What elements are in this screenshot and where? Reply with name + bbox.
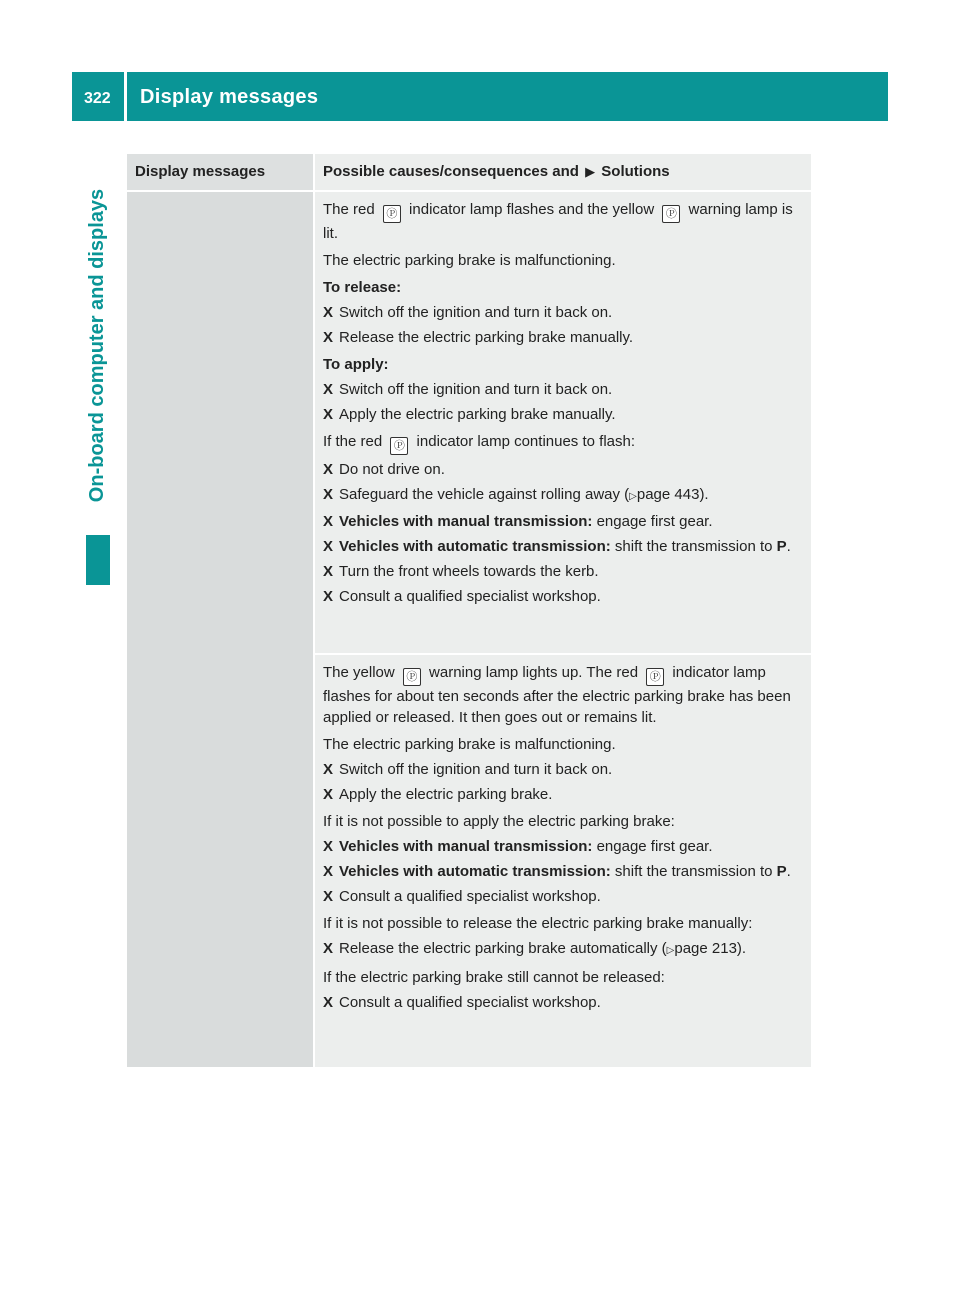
step-marker-icon: X — [323, 863, 334, 880]
play-arrow-icon: ▶ — [585, 164, 596, 179]
step-marker-icon: X — [323, 406, 334, 423]
apply-heading: To apply: — [323, 356, 389, 373]
step-marker-icon: X — [323, 940, 334, 957]
step-marker-icon: X — [323, 304, 334, 321]
step-marker-icon: X — [323, 461, 334, 478]
text: The red — [323, 201, 375, 218]
text: The yellow — [323, 664, 395, 681]
step-bold-text: Vehicles with manual transmission: — [339, 838, 593, 855]
step-text: Consult a qualified specialist workshop. — [339, 888, 601, 905]
list-item — [323, 511, 803, 532]
step-marker-icon: X — [323, 538, 334, 555]
column-header-causes-solutions — [315, 154, 811, 190]
paragraph — [323, 192, 803, 244]
list-item — [323, 586, 803, 607]
step-marker-icon: X — [323, 786, 334, 803]
side-tab-label: On-board computer and displays — [86, 188, 109, 502]
paragraph: If it is not possible to apply the electric parking brake: — [323, 813, 675, 830]
list-item — [323, 759, 803, 780]
list-item — [323, 484, 803, 507]
text: indicator lamp continues to flash: — [416, 433, 635, 450]
step-bold-text: Vehicles with automatic transmission: — [339, 863, 611, 880]
side-tab — [86, 160, 110, 530]
step-text: Apply the electric parking brake manually. — [339, 406, 616, 423]
text: warning lamp is lit. — [323, 201, 793, 242]
section-title: Display messages — [140, 86, 319, 108]
paragraph: The electric parking brake is malfunctioning. — [323, 736, 616, 753]
list-item — [323, 327, 803, 348]
step-text: Do not drive on. — [339, 461, 445, 478]
step-marker-icon: X — [323, 486, 334, 503]
display-messages-table — [127, 154, 811, 1067]
list-item — [323, 992, 803, 1013]
step-marker-icon: X — [323, 588, 334, 605]
list-item — [323, 784, 803, 805]
step-text: Release the electric parking brake automatically ( — [339, 940, 667, 957]
side-tab-marker — [86, 535, 110, 585]
header-divider — [124, 72, 127, 121]
paragraph — [323, 431, 803, 455]
step-text: engage first gear. — [592, 513, 713, 530]
gear-p: P — [776, 538, 787, 555]
step-text: Switch off the ignition and turn it back on. — [339, 304, 613, 321]
step-bold-text: Vehicles with manual transmission: — [339, 513, 593, 530]
step-text: Switch off the ignition and turn it back on. — [339, 381, 613, 398]
list-item — [323, 404, 803, 425]
release-heading: To release: — [323, 279, 402, 296]
page-reference[interactable]: page 213). — [674, 940, 747, 957]
text: warning lamp lights up. The red — [429, 664, 639, 681]
list-item — [323, 861, 803, 882]
page-ref-icon: ▷ — [666, 945, 675, 956]
step-text: Consult a qualified specialist workshop. — [339, 994, 601, 1011]
step-marker-icon: X — [323, 381, 334, 398]
page-number: 322 — [84, 90, 111, 107]
gear-p: P — [776, 863, 787, 880]
paragraph: If it is not possible to release the electric parking brake manually: — [323, 915, 753, 932]
step-text: Consult a qualified specialist workshop. — [339, 588, 601, 605]
header-solutions-text: Solutions — [601, 163, 670, 180]
step-marker-icon: X — [323, 513, 334, 530]
list-item — [323, 536, 803, 557]
subheading — [323, 354, 803, 375]
step-text: engage first gear. — [592, 838, 713, 855]
parking-brake-lamp-icon: Ⓟ — [403, 668, 421, 686]
list-item — [323, 379, 803, 400]
solution-block-2 — [315, 655, 811, 1067]
step-text: Safeguard the vehicle against rolling away ( — [339, 486, 630, 503]
period: . — [786, 538, 791, 555]
parking-brake-lamp-icon: Ⓟ — [383, 205, 401, 223]
step-marker-icon: X — [323, 994, 334, 1011]
step-marker-icon: X — [323, 888, 334, 905]
step-text: shift the transmission to — [610, 863, 777, 880]
parking-brake-lamp-icon: Ⓟ — [646, 668, 664, 686]
step-bold-text: Vehicles with automatic transmission: — [339, 538, 611, 555]
step-marker-icon: X — [323, 761, 334, 778]
header-causes-text: Possible causes/consequences and — [323, 163, 579, 180]
list-item — [323, 459, 803, 480]
step-marker-icon: X — [323, 329, 334, 346]
subheading — [323, 277, 803, 298]
page-ref-icon: ▷ — [629, 491, 637, 502]
page-header — [72, 72, 888, 121]
step-text: Apply the electric parking brake. — [339, 786, 553, 803]
column-header-display-messages: Display messages — [127, 154, 313, 190]
paragraph: The electric parking brake is malfunctioning. — [323, 252, 616, 269]
paragraph: If the electric parking brake still cannot be released: — [323, 969, 665, 986]
page-reference[interactable]: page 443). — [636, 486, 709, 503]
step-text: Turn the front wheels towards the kerb. — [339, 563, 599, 580]
list-item — [323, 302, 803, 323]
step-text: shift the transmission to — [610, 538, 777, 555]
list-item — [323, 836, 803, 857]
step-marker-icon: X — [323, 563, 334, 580]
list-item — [323, 938, 803, 961]
step-marker-icon: X — [323, 838, 334, 855]
step-text: Release the electric parking brake manually. — [339, 329, 634, 346]
text: indicator lamp flashes for about ten seconds after the electric parking brake has been applied or released. It then goes out or remains lit. — [323, 664, 791, 726]
text: If the red — [323, 433, 383, 450]
display-message-cell — [127, 192, 313, 1067]
list-item — [323, 886, 803, 907]
text: indicator lamp flashes and the yellow — [409, 201, 655, 218]
solution-block-1 — [315, 192, 811, 653]
step-text: Switch off the ignition and turn it back on. — [339, 761, 613, 778]
paragraph — [323, 655, 803, 728]
period: . — [786, 863, 791, 880]
parking-brake-lamp-icon: Ⓟ — [390, 437, 408, 455]
parking-brake-lamp-icon: Ⓟ — [662, 205, 680, 223]
list-item — [323, 561, 803, 582]
